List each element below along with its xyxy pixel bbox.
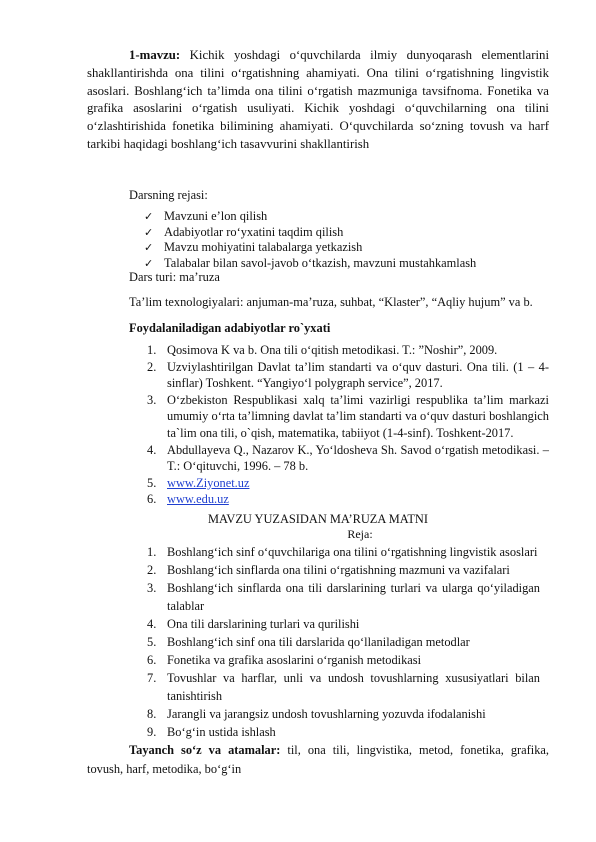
plan-item-text: Mavzu mohiyatini talabalarga yetkazish (164, 240, 363, 254)
lecture-plan-number: 3. (147, 581, 157, 595)
reference-number: 5. (147, 475, 157, 490)
lecture-plan-number: 8. (147, 707, 157, 721)
keywords-text: til, ona tili, lingvistika, metod, fonetika, grafika, tovush, harf, metodika, bo‘g‘in (87, 743, 549, 776)
lecture-plan-item (147, 579, 540, 615)
lecture-plan-text: Boshlang‘ich sinf o‘quvchilariga ona tilini o‘rgatishning lingvistik asoslari (167, 545, 538, 559)
reference-item (147, 491, 549, 508)
reference-item (147, 475, 549, 492)
lecture-title: MAVZU YUZASIDAN MA’RUZA MATNI (208, 512, 428, 526)
plan-item-text: Adabiyotlar ro‘yxatini taqdim qilish (164, 224, 344, 239)
lecture-plan-item (147, 651, 540, 669)
reference-number: 3. (147, 392, 157, 407)
plan-item-text: Mavzuni e’lon qilish (164, 209, 268, 223)
lecture-plan-number: 9. (147, 725, 157, 739)
lecture-plan-item (147, 615, 540, 633)
topic-text: Kichik yoshdagi o‘quvchilarda ilmiy dunyoqarash elementlarini shakllantirishda ona tilini o‘rgatishning ahamiyati. Ona tilini o‘rgatishning lingvistik asoslari. Boshlang‘ich ta’limda ona tilini o‘rgatish mazmuniga tavsifnoma. Fonetika va grafika asoslarini o‘rgatish usuliyati. Kichik yoshdagi o‘quvchilarning ona tilini o‘zlashtirishida fonetika bilimining ahamiyati. O‘quvchilarda so‘zning tovush va harf tarkibi haqidagi boshlang‘ich tasavvurini shakllantirish (87, 48, 549, 151)
lesson-type: Dars turi: ma’ruza (129, 270, 220, 284)
reference-number: 6. (147, 492, 157, 507)
check-icon: ✓ (144, 225, 154, 239)
reference-item (147, 392, 549, 442)
reference-text: O‘zbekiston Respublikasi xalq ta’limi vazirligi respublika ta’lim markazi umumiy o‘rta ta’limning davlat ta’lim standarti va o‘quv dasturi boshlangich ta`lim ona tili, o`qish, matematika, tabiiyot (1-4-sinf). Toshkent-2017. (167, 392, 549, 440)
check-icon: ✓ (144, 256, 154, 270)
keywords-paragraph (87, 741, 549, 779)
keywords-label: Tayanch so‘z va atamalar: (129, 743, 281, 757)
reference-item (147, 342, 549, 359)
plan-heading: Darsning rejasi: (129, 188, 208, 202)
lecture-plan-number: 5. (147, 635, 157, 649)
topic-label: 1-mavzu: (129, 48, 181, 62)
references-list (147, 342, 549, 508)
topic-paragraph (87, 47, 549, 154)
lecture-plan-item (147, 633, 540, 651)
lecture-plan-text: Boshlang‘ich sinf ona tili darslarida qo‘llaniladigan metodlar (167, 635, 470, 649)
lecture-plan-number: 4. (147, 617, 157, 631)
plan-item (144, 225, 476, 241)
plan-item (144, 209, 476, 225)
check-icon: ✓ (144, 210, 154, 223)
references-heading: Foydalaniladigan adabiyotlar ro`yxati (129, 321, 331, 335)
ziyonet-link[interactable]: www.Ziyonet.uz (167, 475, 250, 490)
check-icon: ✓ (144, 241, 154, 254)
lecture-plan-number: 1. (147, 545, 157, 559)
lecture-plan-list (147, 543, 540, 741)
lecture-plan-text: Tovushlar va harflar, unli va undosh tovushlarning xususiyatlari bilan tanishtirish (167, 671, 540, 703)
plan-item-text: Talabalar bilan savol-javob o‘tkazish, mavzuni mustahkamlash (164, 255, 477, 270)
lecture-plan-number: 7. (147, 671, 157, 685)
plan-checklist (144, 209, 476, 271)
lecture-plan-item (147, 669, 540, 705)
reference-text: Abdullayeva Q., Nazarov K., Yo‘ldosheva Sh. Savod o‘rgatish metodikasi. –T.: O‘qituvchi, 1996. – 78 b. (167, 442, 549, 474)
lecture-plan-item (147, 543, 540, 561)
lecture-plan-item (147, 723, 540, 741)
reference-number: 2. (147, 359, 157, 374)
lecture-plan-text: Bo‘g‘in ustida ishlash (167, 725, 276, 739)
lecture-plan-text: Ona tili darslarining turlari va qurilishi (167, 617, 360, 631)
reference-number: 4. (147, 442, 157, 457)
lecture-plan-number: 2. (147, 563, 157, 577)
reference-item (147, 442, 549, 475)
reference-text: Qosimova K va b. Ona tili o‘qitish metodikasi. T.: ”Noshir”, 2009. (167, 343, 498, 357)
reja-heading: Reja: (347, 527, 373, 541)
lecture-plan-text: Jarangli va jarangsiz undosh tovushlarning yozuvda ifodalanishi (167, 707, 486, 721)
lecture-plan-text: Boshlang‘ich sinflarda ona tilini o‘rgatishning mazmuni va vazifalari (167, 563, 510, 577)
reference-number: 1. (147, 343, 157, 357)
lecture-plan-item (147, 705, 540, 723)
technologies-line: Ta’lim texnologiyalari: anjuman-ma’ruza, suhbat, “Klaster”, “Aqliy hujum” va b. (129, 295, 533, 309)
lecture-plan-item (147, 561, 540, 579)
lecture-plan-text: Boshlang‘ich sinflarda ona tili darslarining turlari va ularga qo‘yiladigan talablar (167, 581, 540, 613)
edu-link[interactable]: www.edu.uz (167, 492, 229, 507)
lecture-plan-text: Fonetika va grafika asoslarini o‘rganish metodikasi (167, 653, 422, 667)
plan-item (144, 240, 476, 256)
lecture-plan-number: 6. (147, 653, 157, 667)
reference-text: Uzviylashtirilgan Davlat ta’lim standarti va o‘quv dasturi. Ona tili. (1 – 4-sinflar) Toshkent. “Yangiyo‘l polygraph service”, 2017. (167, 359, 549, 391)
reference-item (147, 359, 549, 392)
